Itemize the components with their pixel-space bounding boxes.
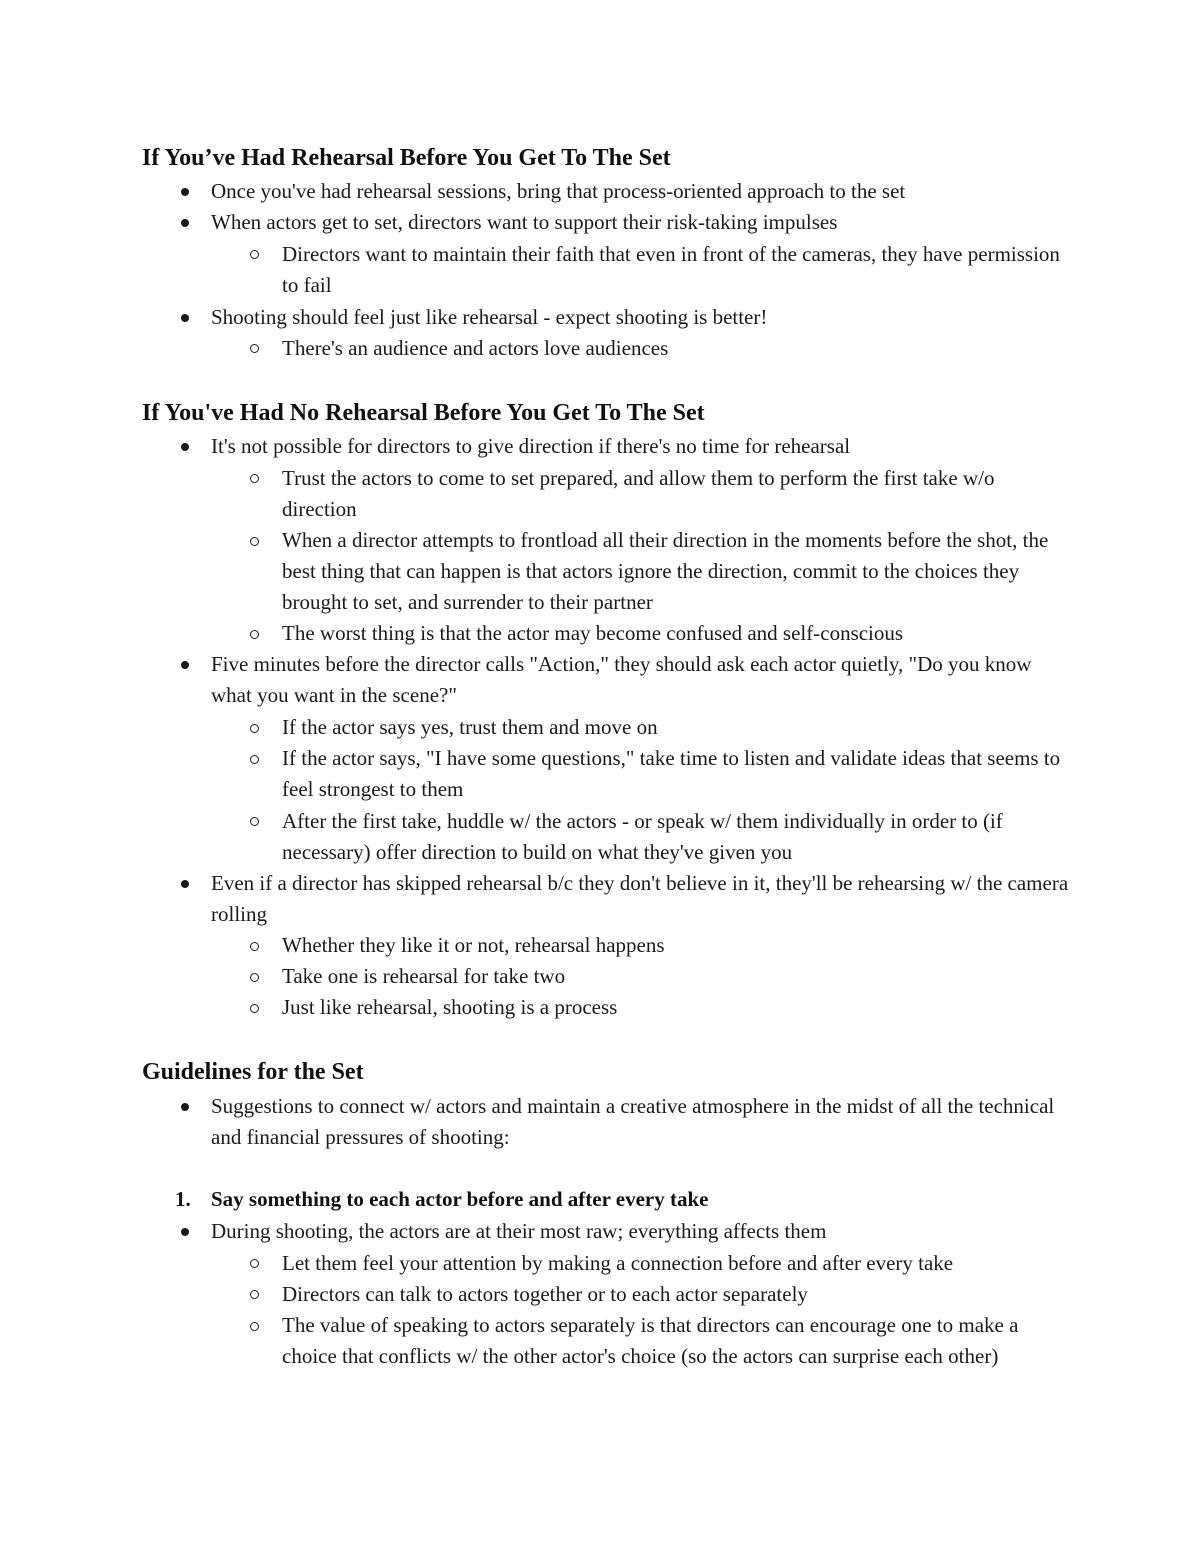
list-subitem: If the actor says, "I have some questions," take time to listen and validate ideas that seems to feel strongest to them (282, 746, 1061, 801)
list-subitem: The worst thing is that the actor may become confused and self-conscious (282, 621, 904, 645)
list-subitem: The value of speaking to actors separately is that directors can encourage one to make a choice that conflicts w/ the other actor's choice (so the actors can surprise each other) (282, 1313, 1019, 1368)
hollow-bullet-icon (250, 474, 259, 483)
list-item: Once you've had rehearsal sessions, bring that process-oriented approach to the set (211, 179, 906, 203)
bullet-icon (181, 1103, 189, 1111)
hollow-bullet-icon (250, 1322, 259, 1331)
bullet-icon (181, 661, 189, 669)
bullet-icon (181, 443, 189, 451)
hollow-bullet-icon (250, 630, 259, 639)
list-subitem: Whether they like it or not, rehearsal happens (282, 933, 665, 957)
list-item: When actors get to set, directors want to support their risk-taking impulses (211, 210, 838, 234)
list-item: Even if a director has skipped rehearsal b/c they don't believe in it, they'll be rehearsing w/ the camera rolling (211, 871, 1069, 926)
list-subitem: If the actor says yes, trust them and move on (282, 715, 658, 739)
hollow-bullet-icon (250, 973, 259, 982)
list-subitem: Trust the actors to come to set prepared, and allow them to perform the first take w/o direction (282, 466, 995, 521)
bullet-icon (181, 1228, 189, 1236)
list-item: During shooting, the actors are at their most raw; everything affects them (211, 1219, 827, 1243)
numbered-label: 1. (175, 1187, 191, 1211)
list-subitem: Let them feel your attention by making a connection before and after every take (282, 1251, 954, 1275)
list-subitem: Take one is rehearsal for take two (282, 964, 566, 988)
section-heading-no-rehearsal: If You've Had No Rehearsal Before You Get To The Set (142, 400, 705, 426)
hollow-bullet-icon (250, 344, 259, 353)
list-subitem: After the first take, huddle w/ the actors - or speak w/ them individually in order to (if necessary) offer direction to build on what they've given you (282, 809, 1003, 864)
hollow-bullet-icon (250, 755, 259, 764)
list-subitem: Directors can talk to actors together or to each actor separately (282, 1282, 808, 1306)
list-item: Suggestions to connect w/ actors and maintain a creative atmosphere in the midst of all the technical and financial pressures of shooting: (211, 1094, 1055, 1149)
bullet-icon (181, 880, 189, 888)
list-subitem: Just like rehearsal, shooting is a process (282, 995, 618, 1019)
list-item: Five minutes before the director calls "Action," they should ask each actor quietly, "Do you know what you want in the scene?" (211, 652, 1032, 707)
hollow-bullet-icon (250, 942, 259, 951)
hollow-bullet-icon (250, 537, 259, 546)
list-subitem: When a director attempts to frontload all their direction in the moments before the shot, the best thing that can happen is that actors ignore the direction, commit to the choices they brought to set, and surrender to their partner (282, 528, 1049, 614)
list-subitem: There's an audience and actors love audiences (282, 336, 669, 360)
list-item: Shooting should feel just like rehearsal - expect shooting is better! (211, 305, 768, 329)
section-heading-rehearsal: If You’ve Had Rehearsal Before You Get To The Set (142, 145, 671, 171)
bullet-icon (181, 188, 189, 196)
hollow-bullet-icon (250, 1259, 259, 1268)
numbered-item: Say something to each actor before and after every take (211, 1187, 709, 1211)
bullet-icon (181, 314, 189, 322)
bullet-icon (181, 219, 189, 227)
section-heading-guidelines: Guidelines for the Set (142, 1059, 364, 1085)
hollow-bullet-icon (250, 724, 259, 733)
hollow-bullet-icon (250, 250, 259, 259)
hollow-bullet-icon (250, 1290, 259, 1299)
hollow-bullet-icon (250, 1004, 259, 1013)
hollow-bullet-icon (250, 817, 259, 826)
list-subitem: Directors want to maintain their faith that even in front of the cameras, they have permission to fail (282, 242, 1060, 297)
list-item: It's not possible for directors to give direction if there's no time for rehearsal (211, 434, 851, 458)
